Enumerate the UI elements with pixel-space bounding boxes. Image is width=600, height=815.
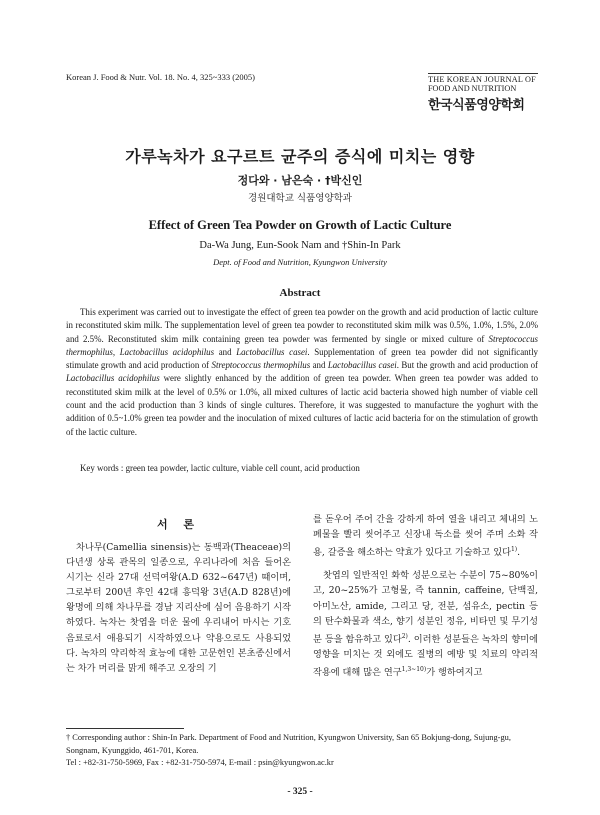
affiliation-korean: 경원대학교 식품영양학과 — [248, 193, 352, 204]
section-heading-introduction: 서 론 — [156, 518, 201, 531]
intro-text: 가 행하여지고 — [426, 667, 483, 679]
abstract-paragraph — [66, 306, 538, 439]
intro-text: . — [517, 547, 521, 559]
intro-paragraph — [313, 568, 538, 680]
intro-left-column — [66, 540, 291, 676]
species-name: Lactobacillus acidophilus — [119, 346, 215, 357]
journal-name-ko: 한국식품영양학회 — [428, 98, 525, 113]
reference-marker: 1) — [510, 546, 518, 554]
page-number: - 325 - — [287, 787, 313, 797]
intro-paragraph: 차나무(Camellia sinensis)는 동백과(Theaceae)의 다년생 상록 관목의 일종으로, 우리나라에 처음 들어온 시기는 신라 27대 선덕여왕(A.D 632~647년) 때이며, 그로부터 200년 후인 42대 흥덕왕 3년(A.D 828년)에 왕명에 의해 차나무를 경남 지리산에 심어 음용하기 시작하였다. 녹차는 찻엽을 더운 물에 우리내어 마시는 기호 음료로서 애용되기 시작하였으나 약용으로도 사용되었다. 녹차의 약리학적 효능에 대한 고문헌인 본초종신에서는 차가 머리를 맑게 해주고 오장의 기 — [66, 542, 291, 674]
abstract-body — [66, 306, 538, 439]
keywords-line: Key words : green tea powder, lactic culture, viable cell count, acid production — [80, 463, 360, 473]
abstract-text: were slightly enhanced by the addition of green tea powder. When green tea powder was added to reconstituted skim milk at the level of 0.5% or 1.0%, all mixed cultures of lactic acid bacteria showed high number of viable cell count and the acid production than 3 kinds of single cultures. Therefore, it was suggested to manufacture the yoghurt with the addition of 0.5~1.0% green tea powder and the inoculation of mixed cultures of lactic acid bacteria for on the stimulation of growth of the lactic culture. — [66, 373, 539, 437]
reference-marker: 2) — [401, 632, 408, 640]
abstract-text: . Supplementation of green tea powder did not significantly stimulate growth and acid production of — [66, 346, 538, 371]
title-korean: 가루녹차가 요구르트 균주의 증식에 미치는 영향 — [125, 147, 475, 166]
footnote-address: † Corresponding author : Shin-In Park. Department of Food and Nutrition, Kyungwon University, San 65 Bokjung-dong, Sujung-gu, Songnam, Kyunggido, 461-701, Korea. — [66, 733, 511, 755]
abstract-heading: Abstract — [279, 287, 321, 299]
intro-text: 를 돋우어 주어 간을 강하게 하여 열을 내리고 체내의 노폐물을 빨리 씻어주고 신장내 독소를 씻어 주며 소화 작용, 갈증을 해소하는 약효가 있다고 기술하고 있다 — [313, 514, 538, 559]
affiliation-english: Dept. of Food and Nutrition, Kyungwon University — [213, 257, 387, 267]
authors-english: Da-Wa Jung, Eun-Sook Nam and †Shin-In Park — [199, 240, 401, 251]
species-name: Streptococcus thermophilus — [211, 360, 311, 371]
abstract-text: and — [214, 346, 237, 357]
footnote — [66, 732, 538, 770]
footnote-divider — [66, 728, 184, 729]
abstract-text: This experiment was carried out to investigate the effect of green tea powder on the growth and acid production of lactic culture in reconstituted skim milk. The supplementation level of green tea powder to reconstituted skim milk was 0.5%, 1.0%, 1.5%, 2.0% and 2.5%. Reconstituted skim milk containing green tea powder was fermented by single or mixed culture of — [66, 307, 538, 344]
journal-logo-block — [428, 73, 538, 113]
abstract-text: , — [112, 346, 120, 357]
species-name: Lactobacillus casei — [236, 346, 308, 357]
intro-right-column — [313, 512, 538, 680]
abstract-text: . But the growth and acid production of — [396, 360, 538, 371]
footnote-contact: Tel : +82-31-750-5969, Fax : +82-31-750-5974, E-mail : psin@kyungwon.ac.kr — [66, 758, 334, 767]
species-name: Lactobacillus casei — [327, 360, 397, 371]
intro-text: 찻엽의 일반적인 화학 성분으로는 수분이 75~80%이고, 20~25%가 고형물, 즉 tannin, caffeine, 단백질, 아미노산, amide, 그리고 당, 전분, 섬유소, pectin 등의 탄수화물과 색소, 향기 성분인 정유, 비타민 및 무기성분 등을 함유하고 있다 — [313, 570, 538, 645]
abstract-text: and — [310, 360, 328, 371]
authors-korean: 정다와 · 남은숙 · †박신인 — [237, 174, 363, 187]
title-english: Effect of Green Tea Powder on Growth of Lactic Culture — [148, 218, 452, 232]
species-name: Streptococcus thermophilus — [66, 333, 538, 357]
intro-text: . 이러한 성분들은 녹차의 향미에 영향을 미치는 것 외에도 질병의 예방 및 치료의 약리적 작용에 대해 많은 연구 — [313, 633, 539, 679]
reference-marker: 1,3~10) — [401, 665, 427, 673]
citation-line: Korean J. Food & Nutr. Vol. 18. No. 4, 325~333 (2005) — [66, 72, 255, 82]
species-name: Lactobacillus acidophilus — [66, 373, 160, 384]
journal-name-en-line1: THE KOREAN JOURNAL OF — [428, 73, 538, 84]
intro-paragraph — [313, 512, 538, 560]
journal-name-en-line2: FOOD AND NUTRITION — [428, 84, 517, 93]
